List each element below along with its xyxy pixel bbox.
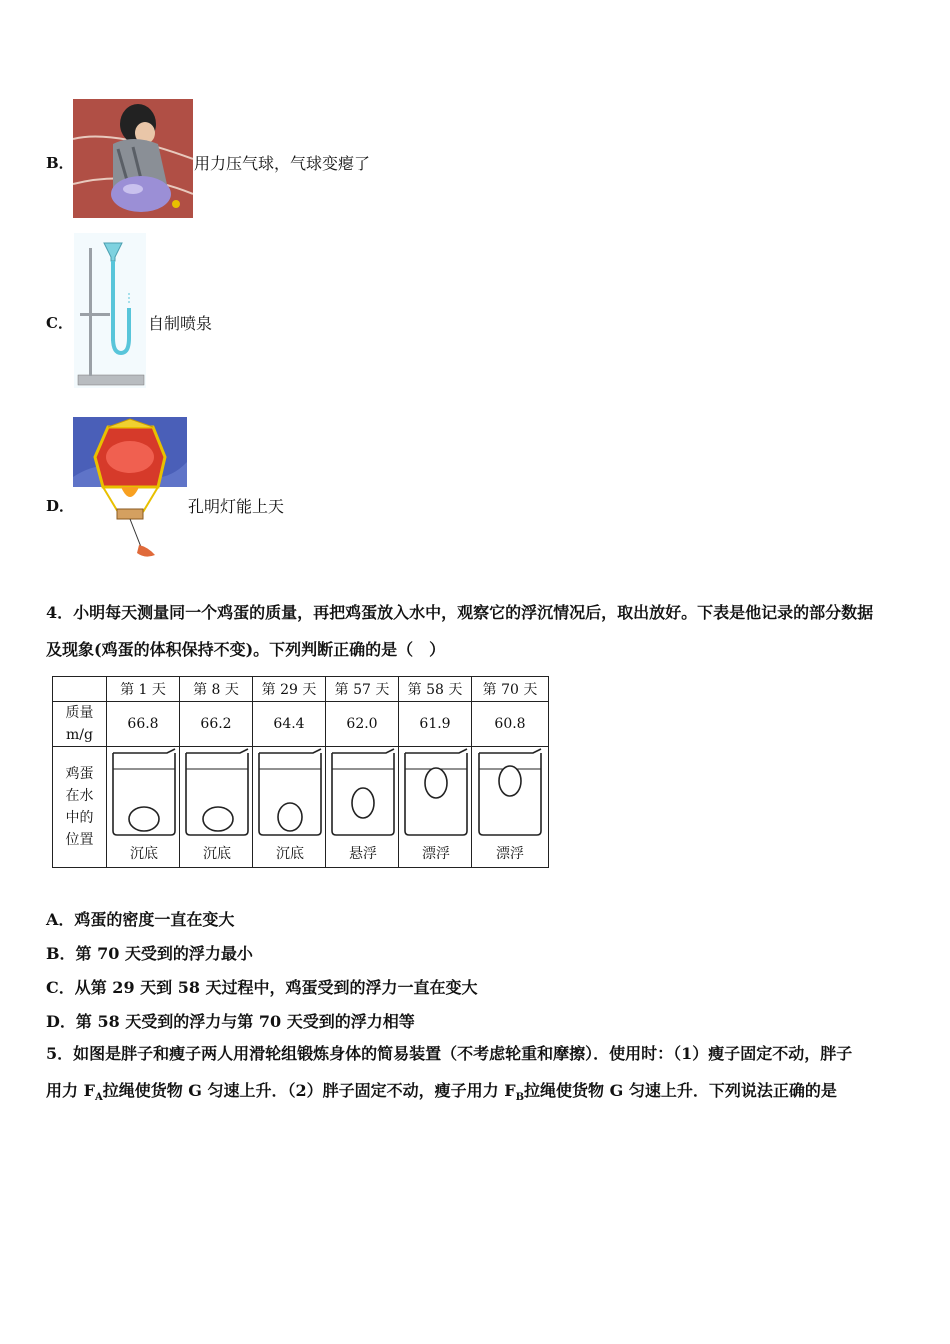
day-29-header: 第 29 天	[253, 677, 326, 702]
position-label	[53, 747, 107, 868]
mass-day-1: 66.8	[107, 702, 180, 747]
table-header-row	[53, 677, 549, 702]
q5-line2-part-b: 拉绳使货物 G 匀速上升．（2）胖子固定不动，瘦子用力 F	[102, 1081, 516, 1100]
mass-day-58: 61.9	[399, 702, 472, 747]
mass-row	[53, 702, 549, 747]
answer-d: D．第 58 天受到的浮力与第 70 天受到的浮力相等	[46, 1012, 415, 1031]
mass-day-8: 66.2	[180, 702, 253, 747]
child-pressing-balloon-image	[73, 99, 193, 218]
option-d-text: 孔明灯能上天	[188, 497, 285, 516]
position-row	[53, 747, 549, 868]
mass-label-line-2: m/g	[66, 727, 93, 743]
mass-day-70: 60.8	[472, 702, 549, 747]
answer-b: B．第 70 天受到的浮力最小	[46, 944, 253, 963]
day-58-header: 第 58 天	[399, 677, 472, 702]
question-5-line-2	[46, 1073, 837, 1116]
position-day-70	[472, 747, 549, 868]
state-day-57: 悬浮	[349, 846, 377, 862]
homemade-fountain-image	[74, 233, 146, 388]
option-b-text: 用力压气球，气球变瘪了	[194, 154, 371, 173]
state-day-58: 漂浮	[422, 846, 450, 862]
option-c-text: 自制喷泉	[148, 314, 213, 333]
kongming-lantern-image	[73, 417, 187, 563]
position-label-line-1: 鸡蛋	[65, 766, 94, 782]
position-day-58	[399, 747, 472, 868]
fa-subscript: A	[94, 1092, 103, 1104]
question-5-line-1: 5．如图是胖子和瘦子两人用滑轮组锻炼身体的简易装置（不考虑轮重和摩擦）．使用时：（1）瘦子固定不动，胖子	[46, 1044, 853, 1063]
fb-subscript: B	[515, 1092, 525, 1104]
mass-day-29: 64.4	[253, 702, 326, 747]
egg-data-table	[52, 676, 549, 868]
question-4-line-2: 及现象(鸡蛋的体积保持不变)。下列判断正确的是（ ）	[46, 640, 446, 659]
state-day-29: 沉底	[276, 846, 304, 862]
day-8-header: 第 8 天	[180, 677, 253, 702]
position-label-line-3: 中的	[65, 810, 94, 826]
q5-line2-part-a: 用力 F	[46, 1081, 95, 1100]
day-57-header: 第 57 天	[326, 677, 399, 702]
option-d-letter: D．	[46, 497, 75, 515]
answer-c: C．从第 29 天到 58 天过程中，鸡蛋受到的浮力一直在变大	[46, 978, 478, 997]
day-70-header: 第 70 天	[472, 677, 549, 702]
question-4-line-1: 4．小明每天测量同一个鸡蛋的质量，再把鸡蛋放入水中，观察它的浮沉情况后，取出放好。下表是他记录的部分数据	[46, 603, 874, 622]
q5-line2-part-c: 拉绳使货物 G 匀速上升．下列说法正确的是	[524, 1081, 837, 1100]
position-day-29	[253, 747, 326, 868]
day-1-header: 第 1 天	[107, 677, 180, 702]
option-c-letter: C．	[46, 314, 73, 332]
state-day-70: 漂浮	[496, 846, 524, 862]
position-day-8	[180, 747, 253, 868]
position-day-57	[326, 747, 399, 868]
answer-a: A．鸡蛋的密度一直在变大	[46, 910, 235, 929]
position-label-line-4: 位置	[65, 832, 94, 848]
table-corner-cell	[53, 677, 107, 702]
option-b-letter: B．	[46, 154, 74, 172]
state-day-1: 沉底	[130, 846, 158, 862]
state-day-8: 沉底	[203, 846, 231, 862]
mass-label	[53, 702, 107, 747]
position-day-1	[107, 747, 180, 868]
mass-day-57: 62.0	[326, 702, 399, 747]
mass-label-line-1: 质量	[65, 705, 94, 721]
position-label-line-2: 在水	[65, 788, 94, 804]
